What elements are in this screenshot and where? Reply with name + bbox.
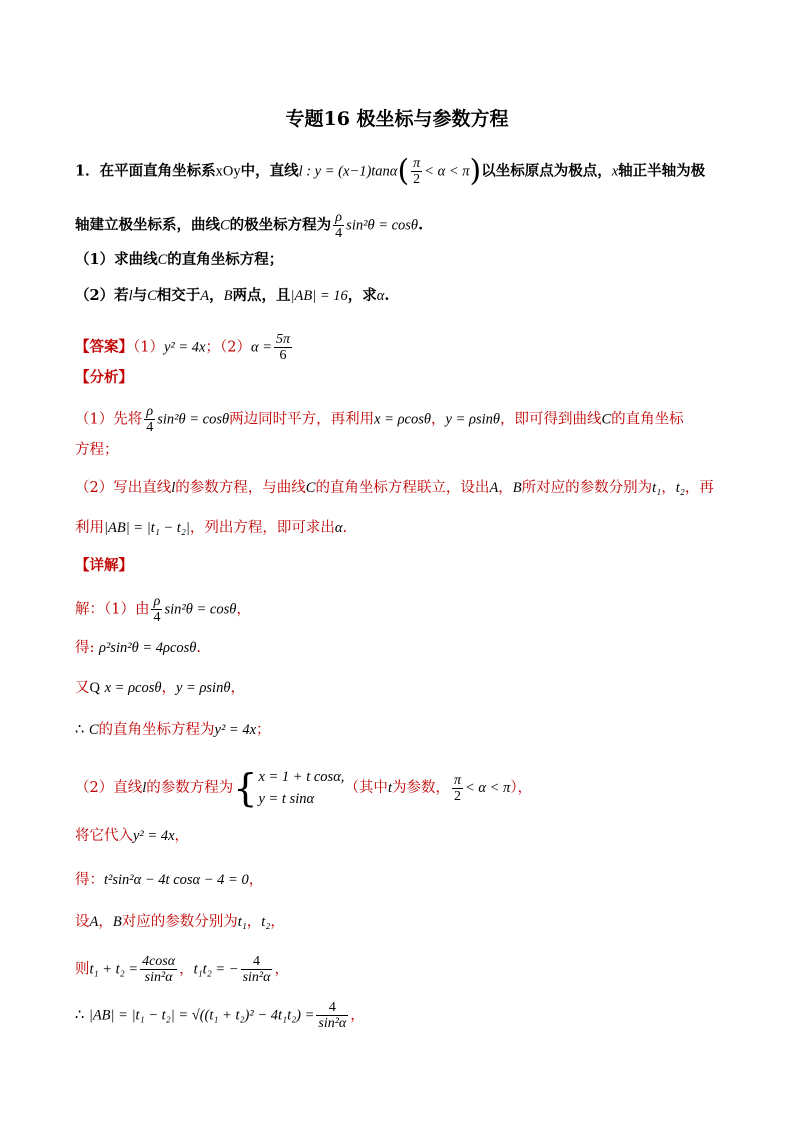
detail-tag: 【详解】	[75, 557, 133, 574]
analysis-line-3: （2）写出直线l的参数方程，与曲线C的直角坐标方程联立，设出A，B所对应的参数分别为t₁，t₂，再	[75, 480, 714, 496]
analysis-tag: 【分析】	[75, 369, 133, 386]
answer-line: 【答案】（1）y² = 4x；（2）α = $\frac{5\pi}{6}$	[75, 332, 291, 363]
fraction-pi-over-2: $\frac{\pi}{2}$	[413, 156, 421, 187]
detail-line-3: 又Q x = ρcosθ，y = ρsinθ，	[75, 680, 245, 696]
analysis-line-4: 利用|AB| = |t₁ − t₂|，列出方程，即可求出α.	[75, 520, 348, 536]
analysis-line-1: （1）先将 $\frac{\rho}{4}$ sin²θ = cosθ两边同时平方，再利用x = ρcosθ，y = ρsinθ，即可得到曲线C的直角坐标	[75, 404, 684, 435]
detail-line-5: （2）直线l的参数方程为{ x = 1 + t cosα, y = t sinα （其中t为参数， $\frac{\pi}{2}$ < α < π），	[75, 766, 533, 810]
question-line-1: 1．在平面直角坐标系xOy中，直线l : y = (x−1)tanα( $\frac{\pi}{2}$ < α < π)以坐标原点为极点，x轴正半轴为极	[75, 153, 706, 189]
detail-line-10: ∴ |AB| = |t₁ − t₂| = √((t₁ + t₂)² − 4t₁t₂) = $\frac{4}{\text{sin²α}}$ ，	[75, 1000, 365, 1031]
page-title: 专题16 极坐标与参数方程	[285, 108, 509, 130]
detail-line-8: 设A，B对应的参数分别为t₁，t₂，	[75, 914, 285, 930]
question-sub-1: （1）求曲线C的直角坐标方程；	[75, 251, 284, 268]
detail-line-6: 将它代入y² = 4x，	[75, 828, 190, 844]
detail-line-9: 则t₁ + t₂ = $\frac{4\cos\alpha}{\text{sin²α}}$ ，t₁t₂ = − $\frac{4}{\text{sin²α}}$ ，	[75, 954, 289, 985]
detail-line-1: 解：（1）由 $\frac{\rho}{4}$ sin²θ = cosθ，	[75, 594, 251, 625]
question-line-2: 轴建立极坐标系，曲线C的极坐标方程为 $\frac{\rho}{4}$ sin²θ = cosθ.	[75, 210, 424, 241]
parametric-system: x = 1 + t cosα, y = t sinα	[258, 769, 345, 807]
question-sub-2: （2）若l与C相交于A，B两点，且|AB| = 16，求α.	[75, 287, 390, 304]
analysis-line-2: 方程；	[75, 442, 119, 458]
fraction-rho-over-4: $\frac{\rho}{4}$	[335, 210, 343, 241]
detail-line-4: ∴ C的直角坐标方程为y² = 4x；	[75, 722, 271, 738]
answer-tag: 【答案】	[75, 338, 133, 356]
fraction-5pi-over-6: $\frac{5\pi}{6}$	[276, 332, 291, 363]
detail-line-7: 得：t²sin²α − 4t cosα − 4 = 0，	[75, 872, 264, 888]
system-brace: {	[233, 766, 258, 810]
detail-line-2: 得: ρ²sin²θ = 4ρcosθ.	[75, 640, 202, 656]
